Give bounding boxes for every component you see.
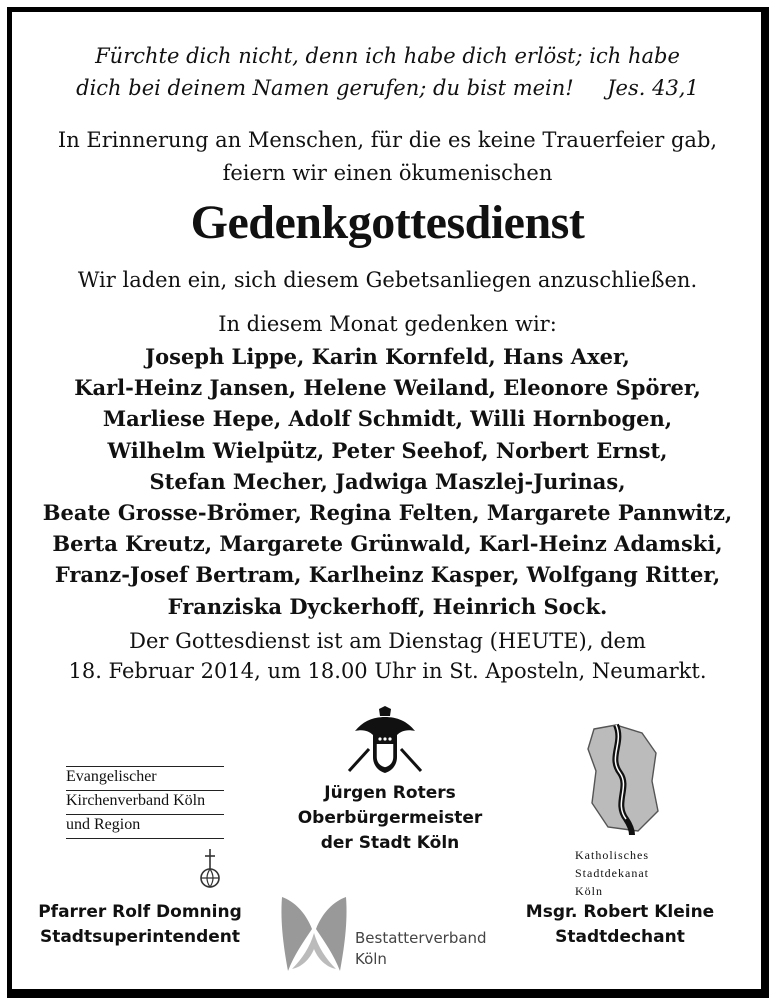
verse-reference: Jes. 43,1 xyxy=(607,76,699,100)
names-line: Wilhelm Wielpütz, Peter Seehof, Norbert Ernst, xyxy=(107,437,668,463)
cross-globe-icon xyxy=(197,847,223,889)
bestatter-line-2: Köln xyxy=(355,950,387,968)
intro-text xyxy=(20,124,755,190)
mayor-name: Jürgen Roters xyxy=(324,783,456,803)
butterfly-icon xyxy=(278,893,350,975)
names-line: Marliese Hepe, Adolf Schmidt, Willi Hornbogen, xyxy=(102,406,673,432)
mayor-city: der Stadt Köln xyxy=(320,833,460,853)
kath-logo xyxy=(575,846,649,900)
left-signature-role: Stadtsuperintendent xyxy=(39,927,241,947)
names-list xyxy=(20,341,755,622)
page-title: Gedenkgottesdienst xyxy=(190,196,585,249)
mayor-signature xyxy=(280,781,500,856)
bestatter-logo-text xyxy=(355,928,487,970)
intro-line-2: feiern wir einen ökumenischen xyxy=(222,161,553,185)
bible-verse xyxy=(20,40,755,104)
bestatter-line-1: Bestatterverband xyxy=(355,929,487,947)
names-line: Joseph Lippe, Karin Kornfeld, Hans Axer, xyxy=(145,344,630,369)
right-signature-role: Stadtdechant xyxy=(555,927,685,947)
kath-line-2: Stadtdekanat xyxy=(575,866,649,880)
ekv-line-1: Evangelischer xyxy=(66,766,224,791)
names-line: Berta Kreutz, Margarete Grünwald, Karl-Heinz Adamski, xyxy=(52,531,723,557)
ekv-logo xyxy=(66,766,224,839)
month-intro: In diesem Monat gedenken wir: xyxy=(218,312,557,336)
ekv-line-2: Kirchenverband Köln xyxy=(66,791,224,815)
intro-line-1: In Erinnerung an Menschen, für die es keine Trauerfeier gab, xyxy=(57,128,718,152)
service-line-2: 18. Februar 2014, um 18.00 Uhr in St. Aposteln, Neumarkt. xyxy=(68,659,707,683)
right-signature xyxy=(515,900,725,950)
cologne-eagle-icon xyxy=(345,705,425,777)
service-info xyxy=(20,626,755,686)
names-line: Franz-Josef Bertram, Karlheinz Kasper, Wolfgang Ritter, xyxy=(54,562,721,588)
verse-line-2 xyxy=(20,72,755,104)
verse-line-1: Fürchte dich nicht, denn ich habe dich erlöst; ich habe xyxy=(95,44,680,68)
right-signature-name: Msgr. Robert Kleine xyxy=(525,902,715,922)
cologne-map-icon xyxy=(586,723,662,838)
verse-line-2-text: dich bei deinem Namen gerufen; du bist mein! xyxy=(76,76,574,100)
names-line: Beate Grosse-Brömer, Regina Felten, Margarete Pannwitz, xyxy=(42,500,733,526)
kath-line-1: Katholisches xyxy=(575,848,649,862)
kath-line-3: Köln xyxy=(575,884,603,898)
names-line: Stefan Mecher, Jadwiga Maszlej-Jurinas, xyxy=(149,468,626,494)
names-line: Franziska Dyckerhoff, Heinrich Sock. xyxy=(167,593,608,619)
left-signature-name: Pfarrer Rolf Domning xyxy=(38,902,242,922)
ekv-line-3: und Region xyxy=(66,815,224,839)
mayor-title: Oberbürgermeister xyxy=(297,808,483,828)
invite-text: Wir laden ein, sich diesem Gebetsanliegen anzuschließen. xyxy=(77,268,698,292)
left-signature xyxy=(30,900,250,950)
names-line: Karl-Heinz Jansen, Helene Weiland, Eleonore Spörer, xyxy=(74,375,701,401)
service-line-1: Der Gottesdienst ist am Dienstag (HEUTE), dem xyxy=(129,629,646,653)
